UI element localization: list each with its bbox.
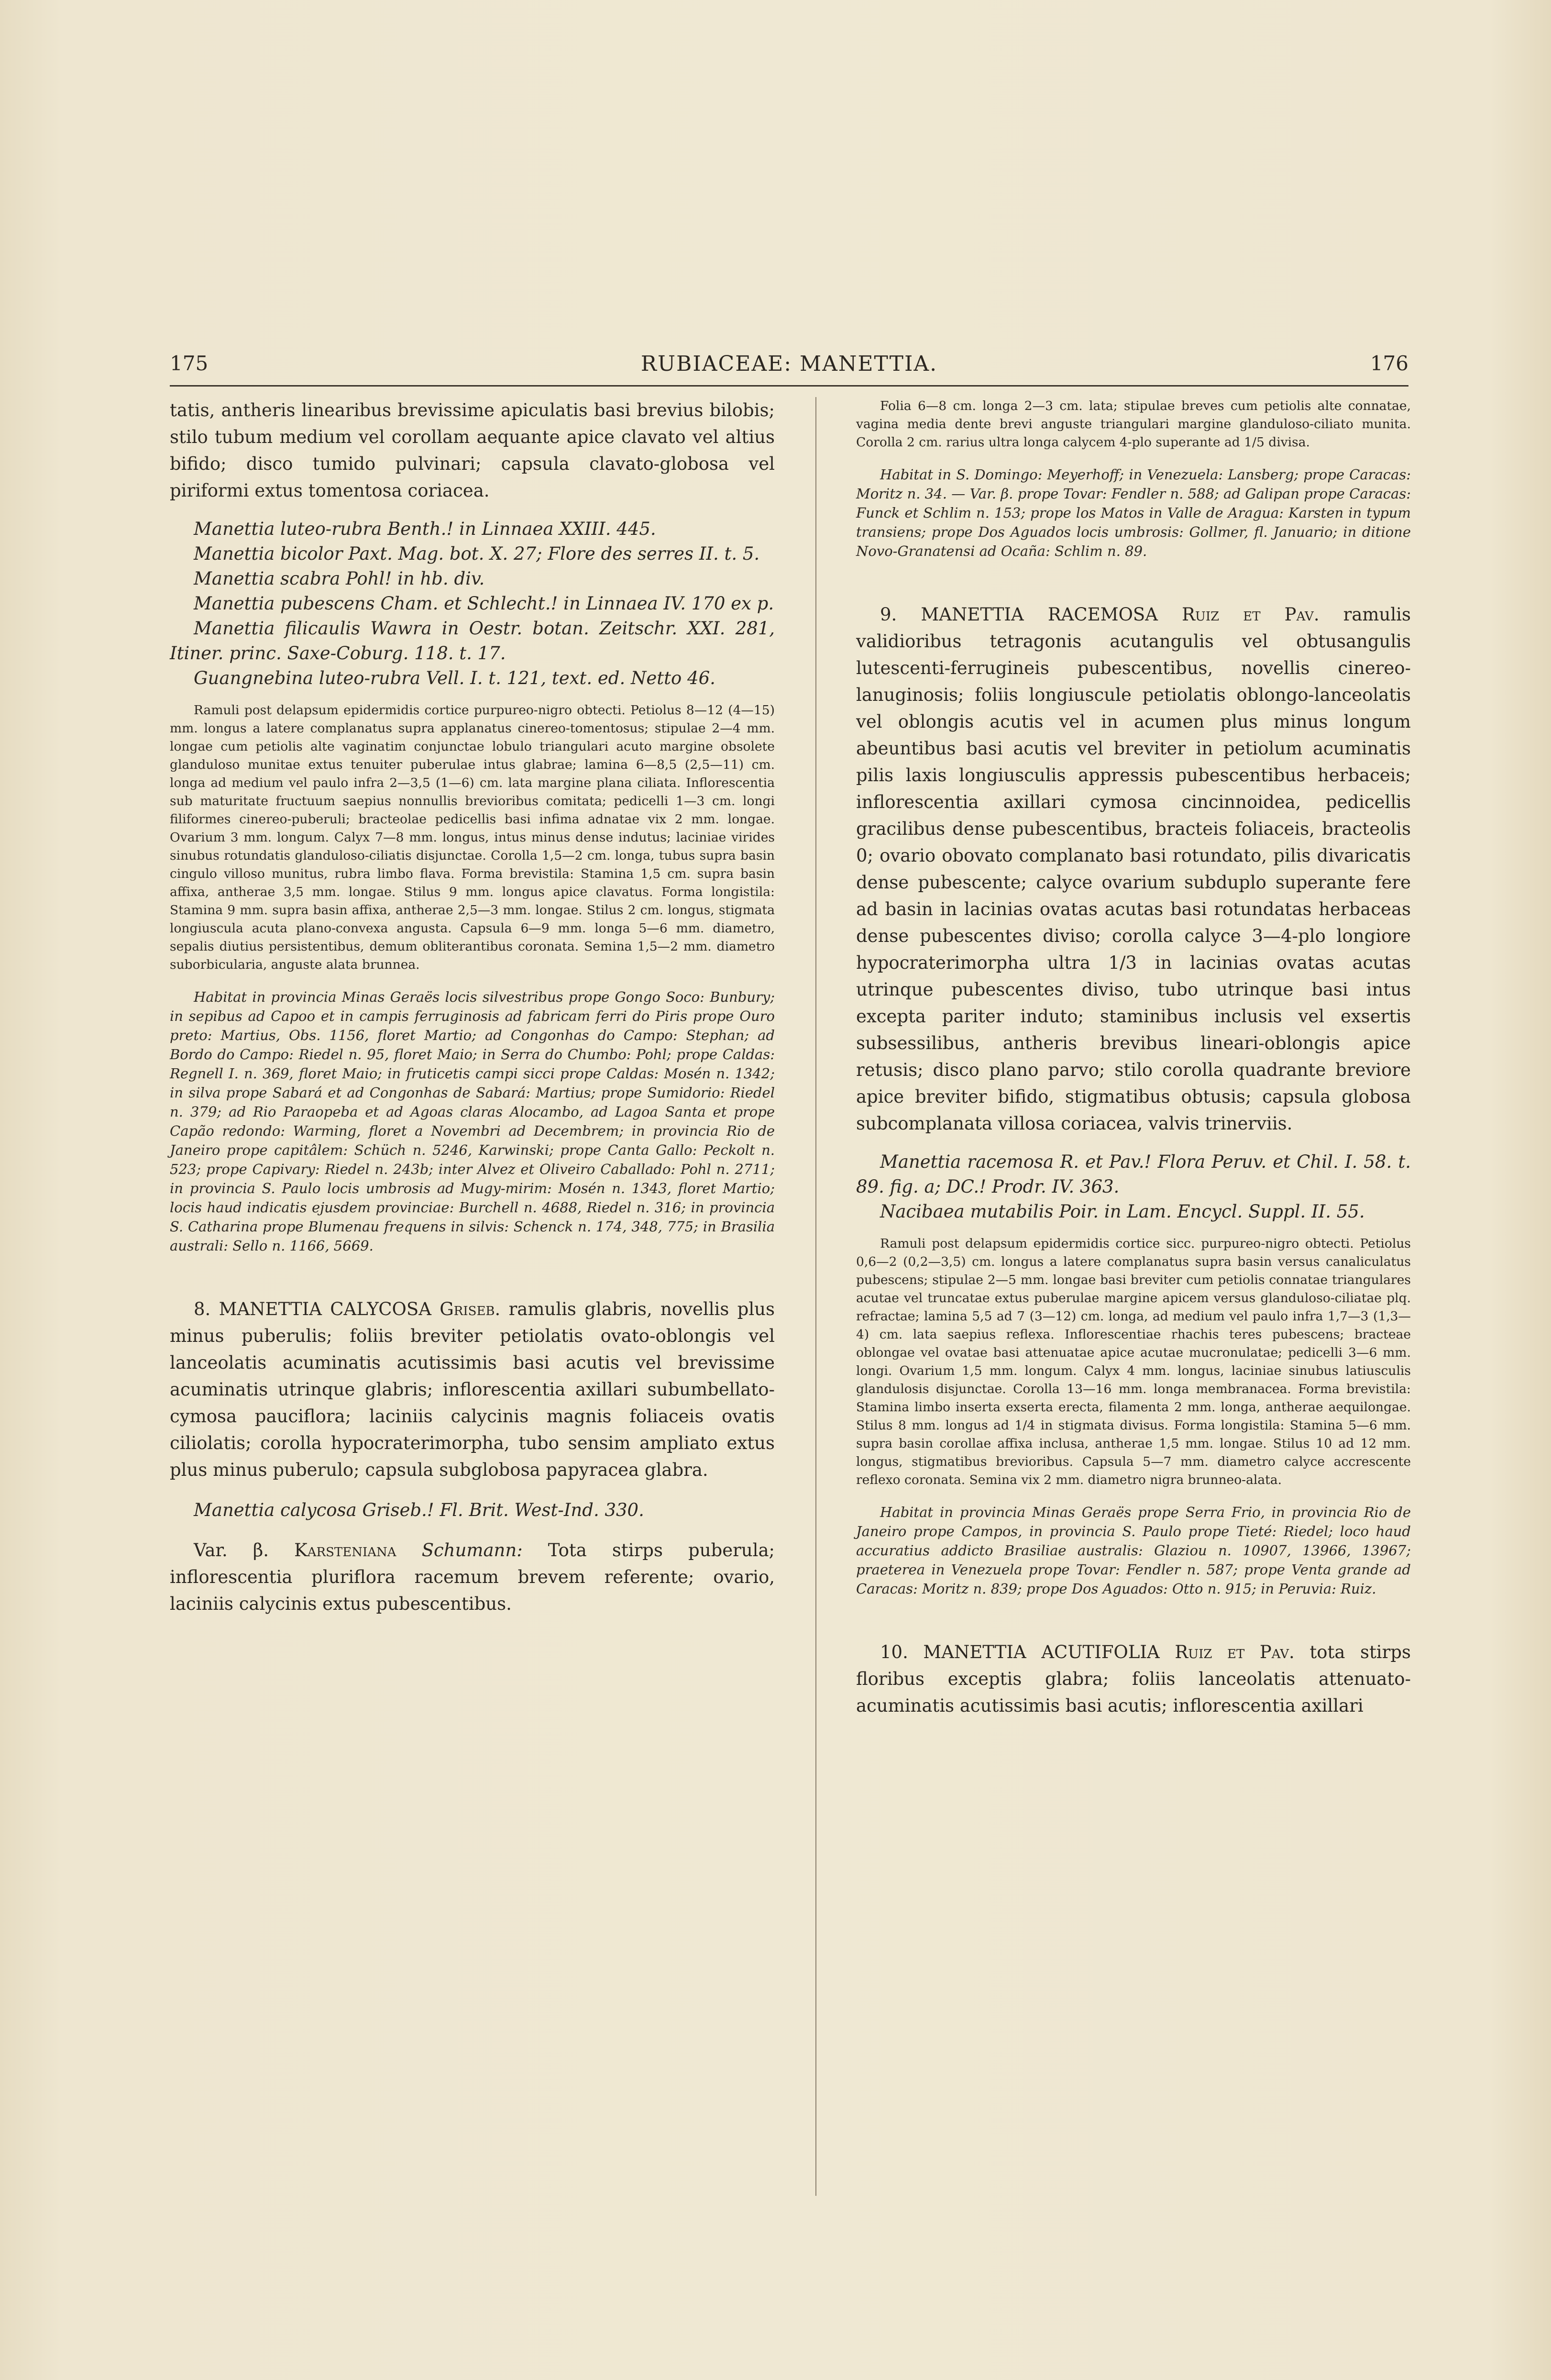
variety-name: Karsteniana [294, 1540, 396, 1561]
species-title: 9. MANETTIA RACEMOSA [880, 604, 1158, 625]
synonym: Manettia pubescens Cham. et Schlecht.! in Linnaea IV. 170 ex p. [194, 593, 774, 614]
species-9 [856, 601, 1411, 1137]
species-10 [856, 1639, 1411, 1719]
running-header [170, 352, 1408, 380]
morphology-details: Ramuli post delapsum epidermidis cortice purpureo-nigro obtecti. Petiolus 8—12 (4—15) mm. longus a latere complanatus supra applanatus cinereo-tomentosus; stipulae 2—4 mm. longae cum petiolis alte vaginatim conjunctae lobulo triangulari acuto margine obsolete glanduloso munitae extus tenuiter puberulae intus glabrae; lamina 6—8,5 (2,5—11) cm. longa ad medium vel paulo infra 2—3,5 (1—6) cm. lata margine plana ciliata. Inflorescentia sub maturitate fructuum saepius nonnullis brevioribus comitata; pedicelli 1—3 cm. longi filiformes cinereo-puberuli; bracteolae pedicellis basi infima adnatae vix 2 mm. longae. Ovarium 3 mm. longum. Calyx 7—8 mm. longus, intus minus dense indutus; laciniae virides sinubus rotundatis glanduloso-ciliatis disjunctae. Corolla 1,5—2 cm. longa, tubus supra basin cingulo villoso munitus, rubra limbo flava. Forma brevistila: Stamina 1,5 cm. supra basin affixa, antherae 3,5 mm. longae. Stilus 9 mm. longus apice clavatus. Forma longistila: Stamina 9 mm. supra basin affixa, antherae 2,5—3 mm. longae. Stilus 2 cm. longus, stigmata longiuscula acuta plano-convexa angusta. Capsula 6—9 mm. longa 5—6 mm. diametro, sepalis diutius persistentibus, demum obliterantibus coronata. Semina 1,5—2 mm. diametro suborbicularia, anguste alata brunnea. [170, 703, 775, 972]
species-description: ramulis validioribus tetragonis acutangulis vel obtusangulis lutescenti-ferrugineis pubescentibus, novellis cinereo-lanuginosis; foliis longiuscule petiolatis oblongo-lanceolatis vel oblongis acutis vel in acumen plus minus longum abeuntibus basi acutis vel breviter in petiolum acuminatis pilis laxis longiusculis appressis pubescentibus herbaceis; inflorescentia axillari cymosa cincinnoidea, pedicellis gracilibus dense pubescentibus, bracteis foliaceis, bracteolis 0; ovario obovato complanato basi rotundato, pilis divaricatis dense pubescente; calyce ovarium subduplo superante fere ad basin in lacinias ovatas acutas basi rotundatas herbaceas dense pubescentes diviso; corolla calyce 3—4-plo longiore hypocraterimorpha ultra 1/3 in lacinias ovatas acutas utrinque pubescentes diviso, tubo utrinque basi intus excepta pariter induto; staminibus inclusis vel exsertis subsessilibus, antheris brevibus lineari-oblongis apice retusis; disco plano parvo; stilo corolla quadrante breviore apice breviter bifido, stigmatibus obtusis; capsula globosa subcomplanata villosa coriacea, valvis trinerviis. [856, 604, 1411, 1134]
header-rule [170, 385, 1408, 387]
synonym: Manettia luteo-rubra Benth.! in Linnaea XXIII. 445. [194, 519, 656, 539]
right-column [856, 397, 1411, 1719]
species-description: ramulis glabris, novellis plus minus puberulis; foliis breviter petiolatis ovato-oblongis vel lanceolatis acuminatis acutissimis basi acutis vel brevissime acuminatis utrinque glabris; inflorescentia axillari subumbellato-cymosa pauciflora; laciniis calycinis magnis foliaceis ovatis ciliolatis; corolla hypocraterimorpha, tubo sensim ampliato extus plus minus puberulo; capsula subglobosa papyracea glabra. [170, 1299, 775, 1480]
habitat-paragraph: Habitat in provincia Minas Geraës prope Serra Frio, in provincia Rio de Janeiro prope Campos, in provincia S. Paulo prope Tieté: Riedel; loco haud accuratius addicto Brasiliae australis: Glaziou n. 10907, 13966, 13967; praeterea in Venezuela prope Tovar: Fendler n. 587; prope Venta grande ad Caracas: Moritz n. 839; prope Dos Aguados: Otto n. 915; in Peruvia: Ruiz. [856, 1504, 1411, 1597]
synonym: Guangnebina luteo-rubra Vell. I. t. 121, text. ed. Netto 46. [194, 668, 715, 688]
synonym: Manettia racemosa R. et Pav.! Flora Peruv. et Chil. I. 58. t. 89. fig. a; DC.! Prodr. IV. 363. [856, 1151, 1411, 1197]
variety-label: Var. β. [194, 1540, 269, 1561]
synonym: Nacibaea mutabilis Poir. in Lam. Encycl. Suppl. II. 55. [880, 1201, 1365, 1222]
variety-description: Tota stirps puberula; inflorescentia pluriflora racemum brevem referente; ovario, laciniis calycinis extus pubescentibus. [170, 1540, 775, 1614]
variety-author: Schumann: [421, 1540, 523, 1561]
species-description: tota stirps floribus exceptis glabra; foliis lanceolatis attenuato-acuminatis acutissimis basi acutis; inflorescentia axillari [856, 1642, 1411, 1716]
species-author: Griseb. [440, 1299, 501, 1319]
species-title: 10. MANETTIA ACUTIFOLIA [880, 1642, 1160, 1662]
synonym: Manettia bicolor Paxt. Mag. bot. X. 27; Flore des serres II. t. 5. [194, 543, 760, 564]
running-title: RUBIACEAE: MANETTIA. [640, 352, 938, 376]
morphology-details: Folia 6—8 cm. longa 2—3 cm. lata; stipulae breves cum petiolis alte connatae, vagina media dente brevi anguste triangulari margine glanduloso-ciliato munita. Corolla 2 cm. rarius ultra longa calycem 4-plo superante ad 1/5 divisa. [856, 399, 1411, 450]
synonym-list [170, 517, 775, 691]
page-number-right: 176 [1370, 352, 1408, 375]
habitat-paragraph: Habitat in provincia Minas Geraës locis silvestribus prope Gongo Soco: Bunbury; in sepibus ad Capoo et in campis ferruginosis ad fabricam ferri do Piris prope Ouro preto: Martius, Obs. 1156, floret Martio; ad Congonhas do Campo: Stephan; ad Bordo do Campo: Riedel n. 95, floret Maio; in Serra do Chumbo: Pohl; prope Caldas: Regnell I. n. 369, floret Maio; in fruticetis campi sicci prope Caldas: Mosén n. 1342; in silva prope Sabará et ad Congonhas de Sabará: Martius; prope Sumidorio: Riedel n. 379; ad Rio Paraopeba et ad Agoas claras Alocambo, ad Lagoa Santa et prope Capão redondo: Warming, floret a Novembri ad Decembrem; in provincia Rio de Janeiro prope capitâlem: Schüch n. 5246, Karwinski; prope Canta Gallo: Peckolt n. 523; prope Capivary: Riedel n. 243b; inter Alvez et Oliveiro Caballado: Pohl n. 2711; in provincia S. Paulo locis umbrosis ad Mugy-mirim: Mosén n. 1343, floret Martio; locis haud indicatis ejusdem provinciae: Burchell n. 4688, Riedel n. 316; in provincia S. Catharina prope Blumenau frequens in silvis: Schenck n. 174, 348, 775; in Brasilia australi: Sello n. 1166, 5669. [170, 989, 775, 1254]
left-column [170, 397, 775, 1617]
species-author: Ruiz et Pav. [1182, 604, 1320, 625]
species-author: Ruiz et Pav. [1175, 1642, 1295, 1662]
column-divider [815, 397, 816, 2196]
synonym: Manettia filicaulis Wawra in Oestr. botan. Zeitschr. XXI. 281, Itiner. princ. Saxe-Coburg. 118. t. 17. [170, 618, 775, 664]
species-title: 8. MANETTIA CALYCOSA [194, 1299, 431, 1319]
habitat-paragraph: Habitat in S. Domingo: Meyerhoff; in Venezuela: Lansberg; prope Caracas: Moritz n. 34. — Var. β. prope Tovar: Fendler n. 588; ad Galipan prope Caracas: Funck et Schlim n. 153; prope los Matos in Valle de Aragua: Karsten in typum transiens; prope Dos Aguados locis umbrosis: Gollmer, fl. Januario; in ditione Novo-Granatensi ad Ocaña: Schlim n. 89. [856, 466, 1411, 559]
synonym: Manettia calycosa Griseb.! Fl. Brit. West-Ind. 330. [194, 1500, 644, 1520]
species-8 [170, 1296, 775, 1483]
variety-paragraph [170, 1537, 775, 1617]
page-number-left: 175 [170, 352, 209, 375]
morphology-details: Ramuli post delapsum epidermidis cortice sicc. purpureo-nigro obtecti. Petiolus 0,6—2 (0,2—3,5) cm. longus a latere complanatus supra basin versus canaliculatus pubescens; stipulae 2—5 mm. longae basi breviter cum petiolis connatae triangulares acutae vel truncatae extus puberulae margine apicem versus glanduloso-ciliatae plq. refractae; lamina 5,5 ad 7 (3—12) cm. longa, ad medium vel paulo infra 1,7—3 (1,3—4) cm. lata saepius reflexa. Inflorescentiae rhachis teres pubescens; bracteae oblongae vel ovatae basi attenuatae apice acutae mucronulatae; pedicelli 3—6 mm. longi. Ovarium 1,5 mm. longum. Calyx 4 mm. longus, laciniae sinubus latiusculis glandulosis disjunctae. Corolla 13—16 mm. longa membranacea. Forma brevistila: Stamina limbo inserta exserta erecta, filamenta 2 mm. longa, antherae aequilongae. Stilus 8 mm. longus ad 1/4 in stigmata divisus. Forma longistila: Stamina 5—6 mm. supra basin corollae affixa inclusa, antherae 1,5 mm. longae. Stilus 10 ad 12 mm. longus, stigmatibus brevioribus. Capsula 5—7 mm. diametro calyce accrescente reflexo coronata. Semina vix 2 mm. diametro nigra brunneo-alata. [856, 1236, 1411, 1487]
synonym: Manettia scabra Pohl! in hb. div. [194, 568, 485, 589]
description-continued: tatis, antheris linearibus brevissime apiculatis basi brevius bilobis; stilo tubum medium vel corollam aequante apice clavato vel altius bifido; disco tumido pulvinari; capsula clavato-globosa vel piriformi extus tomentosa coriacea. [170, 400, 775, 501]
